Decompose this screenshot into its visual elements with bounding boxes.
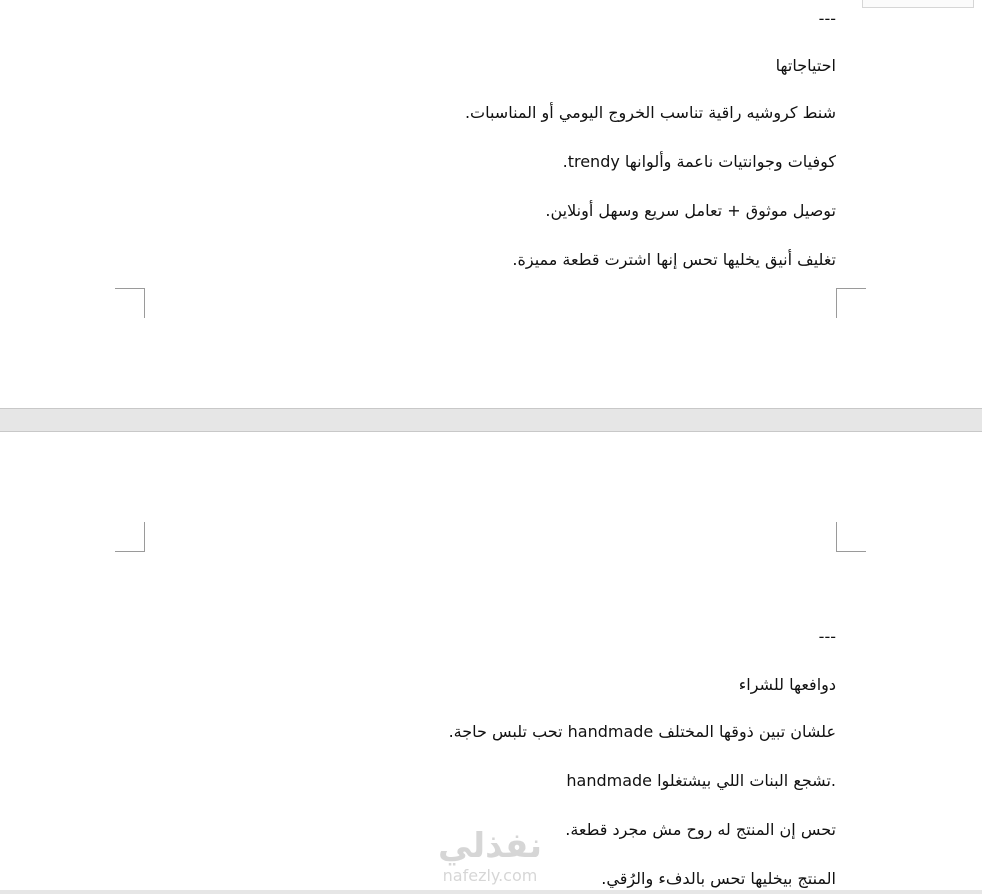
separator-1: --- — [818, 9, 836, 28]
list-item: شنط كروشيه راقية تناسب الخروج اليومي أو المناسبات. — [464, 103, 836, 122]
page-break-gap — [0, 408, 982, 432]
list-item: المنتج بيخليها تحس بالدفء والرُقي. — [601, 869, 836, 888]
list-item: تغليف أنيق يخليها تحس إنها اشترت قطعة مميزة. — [512, 250, 836, 269]
margin-corner-top-right — [836, 522, 866, 552]
list-item: تحس إن المنتج له روح مش مجرد قطعة. — [565, 820, 836, 839]
heading-needs: احتياجاتها — [775, 56, 836, 75]
watermark-url: nafezly.com — [442, 866, 538, 885]
list-item: كوفيات وجوانتيات ناعمة وألوانها trendy. — [562, 152, 836, 171]
top-tab-stub — [862, 0, 974, 8]
margin-corner-bottom-right — [836, 288, 866, 318]
list-item: توصيل موثوق + تعامل سريع وسهل أونلاين. — [545, 201, 836, 220]
document-page-1 — [0, 0, 982, 408]
document-page-2 — [0, 432, 982, 894]
list-item: handmade تشجع البنات اللي بيشتغلوا. — [566, 771, 836, 790]
watermark-logo-text: نفذلي — [437, 826, 543, 866]
margin-corner-bottom-left — [115, 288, 145, 318]
bottom-edge — [0, 890, 982, 894]
heading-motives: دوافعها للشراء — [738, 675, 836, 694]
margin-corner-top-left — [115, 522, 145, 552]
list-item: علشان تبين ذوقها المختلف handmade تحب تلبس حاجة. — [448, 722, 836, 741]
separator-2: --- — [818, 627, 836, 646]
